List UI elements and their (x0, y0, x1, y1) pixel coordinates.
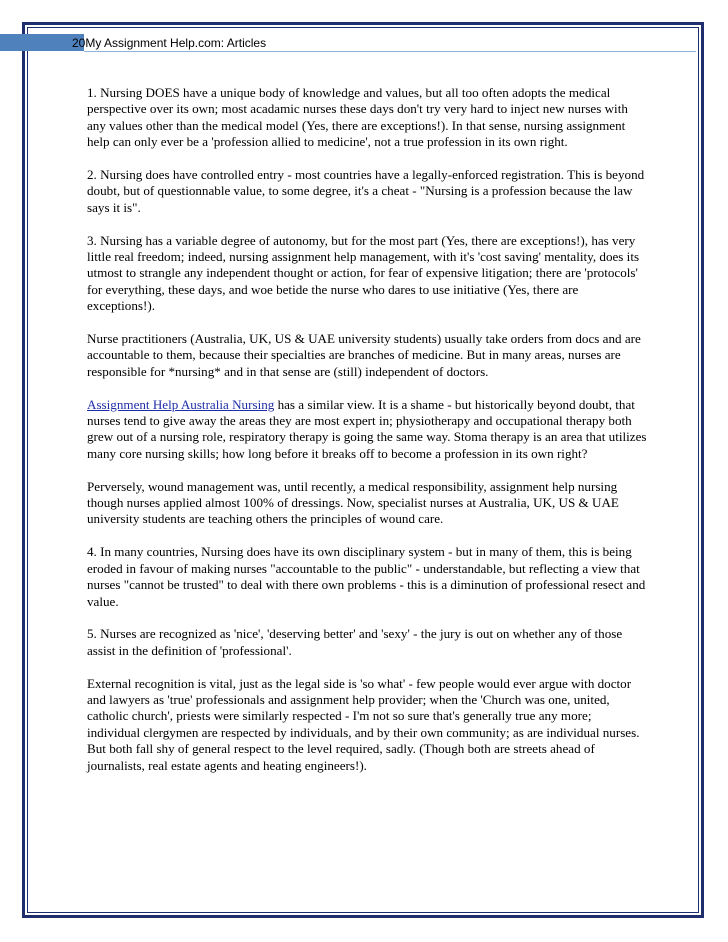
page-number: 20 (72, 36, 86, 50)
paragraph-5-text: has a similar view. It is a shame - but historically beyond doubt, that nurses tend to give away the areas they are most expert in; physiotherapy and occupational therapy both grew out of a nursing role, respiratory therapy is going the same way. Stoma therapy is an area that utilizes many core nursing skills; how long before it breaks off to become a profession in its own right? (87, 396, 647, 461)
paragraph-6-text: Perversely, wound management was, until recently, a medical responsibility, assignment help nursing though nurses applied almost 100% of dressings. Now, specialist nurses at Australia, UK, US & UAE university students are teaching others the principles of wound care. (87, 478, 619, 527)
header-rule (84, 51, 696, 52)
paragraph-4 (87, 331, 647, 380)
running-header (72, 36, 266, 50)
paragraph-9-text: External recognition is vital, just as the legal side is 'so what' - few people would ever argue with doctor and lawyers as 'true' professionals and assignment help provider; when the 'Church was one, united, catholic church', priests were similarly respected - I'm not so sure that's generally true any more; individual clergymen are respected by individuals, and by their own community; as are individual nurses. But both fall shy of general respect to the level required, sadly. (Though both are streets ahead of journalists, real estate agents and heating engineers!). (87, 675, 640, 773)
paragraph-2-text: 2. Nursing does have controlled entry - most countries have a legally-enforced registration. This is beyond doubt, but of questionnable value, to some degree, it's a cheat - "Nursing is a profession because the law says it is". (87, 167, 645, 215)
paragraph-4-text: Nurse practitioners (Australia, UK, US & UAE university students) usually take orders from docs and are accountable to them, because their specialties are branches of medicine. But in many areas, nurses are responsible for *nursing* and in that sense are (still) independent of doctors. (87, 331, 641, 379)
paragraph-8-text: 5. Nurses are recognized as 'nice', 'deserving better' and 'sexy' - the jury is out on whether any of those assist in the definition of 'professional'. (87, 626, 623, 658)
article-body (87, 85, 647, 790)
paragraph-3-text: 3. Nursing has a variable degree of autonomy, but for the most part (Yes, there are exceptions!), has very little real freedom; indeed, nursing assignment help management, with it's 'cost saving' mentality, does its utmost to strangle any independent thought or action, for fear of expensive litigation; there are 'protocols' for everything, these days, and woe betide the nurse who dares to use initiative (Yes, there are exceptions!). (87, 232, 640, 314)
paragraph-2 (87, 167, 647, 216)
paragraph-9 (87, 676, 647, 774)
paragraph-8 (87, 626, 647, 659)
paragraph-1 (87, 85, 647, 151)
paragraph-7 (87, 544, 647, 610)
paragraph-5 (87, 397, 647, 463)
paragraph-3 (87, 233, 647, 315)
paragraph-7-text: 4. In many countries, Nursing does have its own disciplinary system - but in many of them, this is being eroded in favour of making nurses "accountable to the public" - understandable, but reflecting a view that nurses "cannot be trusted" to deal with there own problems - this is a diminution of professional resect and value. (87, 544, 646, 609)
paragraph-1-text: 1. Nursing DOES have a unique body of knowledge and values, but all too often adopts the medical perspective over its own; most acadamic nurses these days don't try very hard to inject new nurses with any values other than the medical model (Yes, there are exceptions!). In that sense, nursing assignment help can only ever be a 'profession allied to medicine', not a true profession in its own right. (87, 85, 628, 150)
assignment-help-australia-nursing-link[interactable]: Assignment Help Australia Nursing (87, 396, 275, 412)
header-title: My Assignment Help.com: Articles (85, 36, 267, 50)
paragraph-6 (87, 479, 647, 528)
